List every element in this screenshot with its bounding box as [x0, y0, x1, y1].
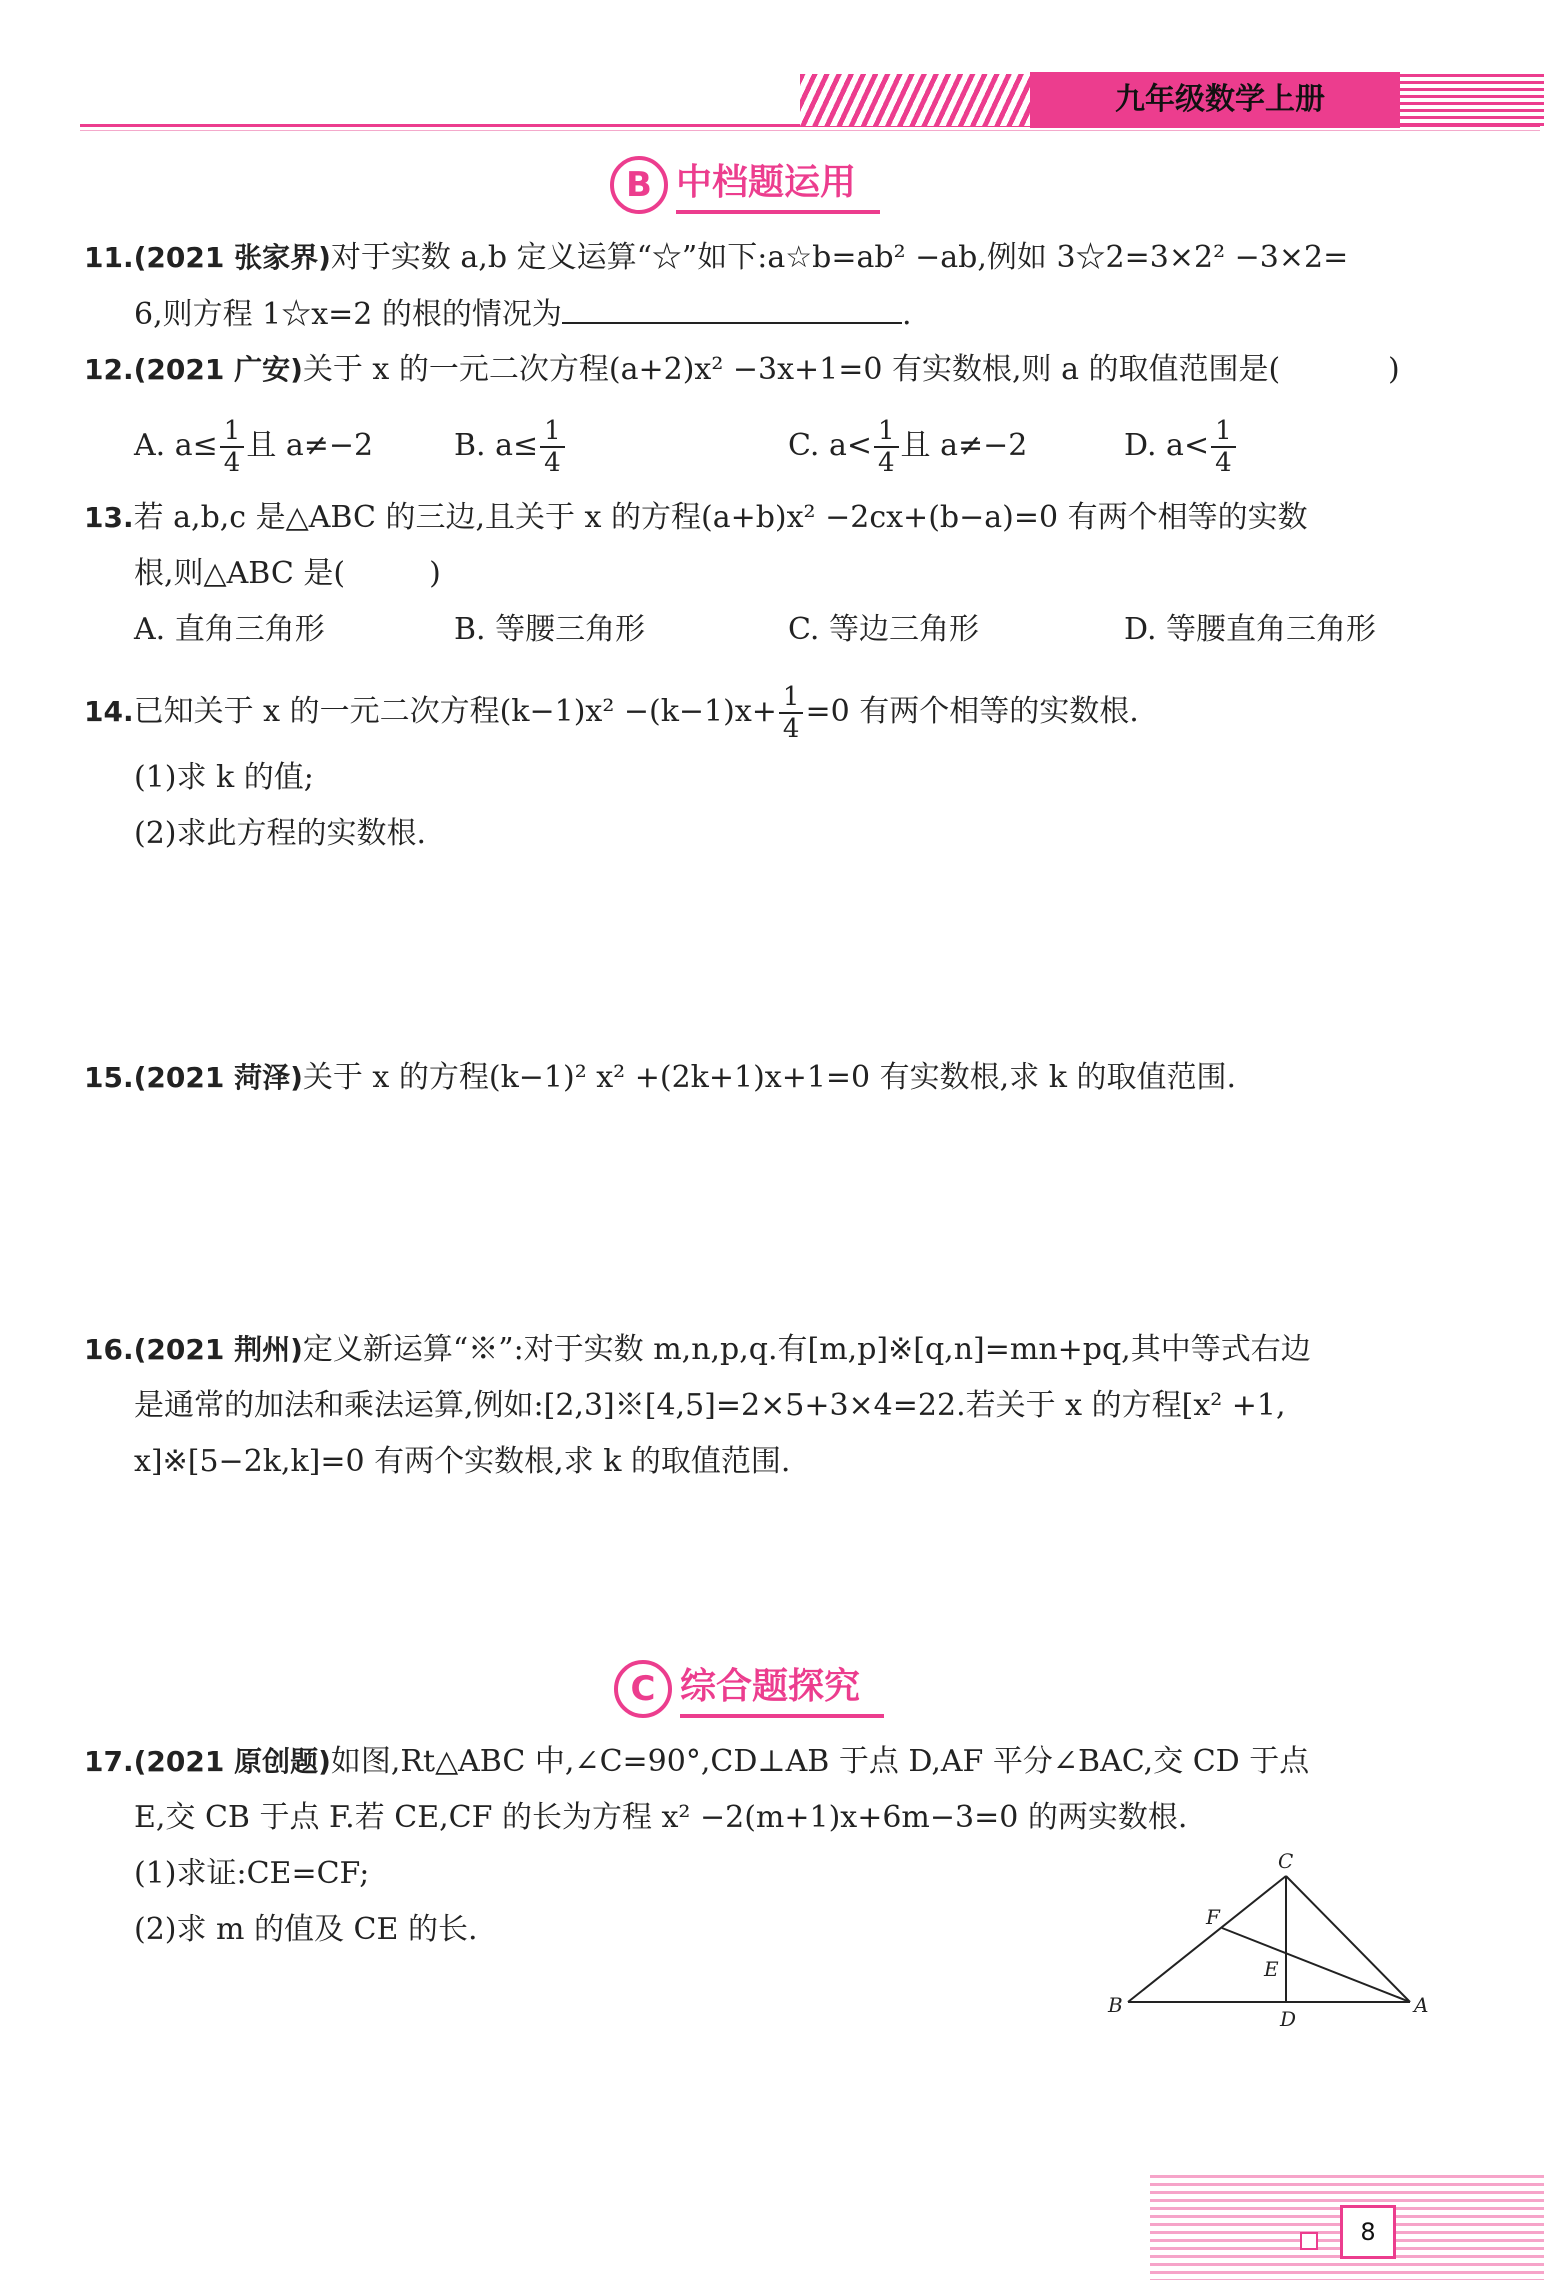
question-text: 6,则方程 1☆x=2 的根的情况为: [134, 297, 562, 332]
sub-question-2: (2)求此方程的实数根.: [134, 816, 427, 851]
fraction-numerator: 1: [874, 416, 899, 448]
option-d[interactable]: [1124, 416, 1238, 478]
question-text: 关于 x 的方程(k−1)² x² +(2k+1)x+1=0 有实数根,求 k 的取值范围.: [302, 1060, 1236, 1095]
question-11-line2: [134, 292, 911, 337]
question-14-line1: [84, 682, 1139, 744]
fraction-numerator: 1: [540, 416, 565, 448]
question-16-line3: x]※[5−2k,k]=0 有两个实数根,求 k 的取值范围.: [134, 1444, 791, 1479]
fraction: [779, 682, 804, 744]
fraction-denominator: 4: [544, 448, 561, 478]
question-number: 12.: [84, 353, 134, 386]
fraction-numerator: 1: [1211, 416, 1236, 448]
question-number: 11.: [84, 241, 134, 274]
fraction-numerator: 1: [779, 682, 804, 714]
fraction: [220, 416, 245, 478]
fraction: [540, 416, 565, 478]
label-a: A: [1414, 1993, 1429, 2017]
option-c[interactable]: [788, 416, 1027, 478]
fraction-denominator: 4: [877, 448, 895, 478]
section-b-underline: [676, 210, 880, 214]
page-number: 8: [1340, 2205, 1396, 2259]
section-c-title: 综合题探究: [680, 1666, 861, 1707]
question-text: 根,则△ABC 是(: [134, 556, 346, 591]
question-source: (2021 荆州): [133, 1333, 303, 1366]
question-source: (2021 原创题): [133, 1745, 331, 1778]
question-source: (2021 菏泽): [133, 1061, 303, 1094]
section-b-badge: B: [610, 156, 668, 214]
question-11-line1: [84, 236, 1348, 280]
sub-question-1: (1)求证:CE=CF;: [134, 1856, 370, 1891]
question-text: 对于实数 a,b 定义运算“☆”如下:a☆b=ab² −ab,例如 3☆2=3×2² −3×2=: [330, 240, 1349, 275]
question-number: 16.: [84, 1333, 134, 1366]
question-text: =0 有两个相等的实数根.: [805, 694, 1139, 729]
option-text: C. a<: [788, 428, 872, 463]
question-16-line1: [84, 1328, 1311, 1372]
book-title: 九年级数学上册: [1115, 82, 1325, 117]
option-b[interactable]: B. 等腰三角形: [454, 612, 646, 647]
header-stripes: [800, 74, 1036, 126]
fraction: [874, 416, 899, 478]
triangle-figure: [1100, 1850, 1430, 2030]
question-13-line1: [84, 496, 1308, 540]
fraction-denominator: 4: [223, 448, 241, 478]
option-d[interactable]: D. 等腰直角三角形: [1124, 612, 1377, 647]
segment-bc: [1128, 1876, 1286, 2002]
option-text: 且 a≠−2: [900, 428, 1028, 463]
question-15-line1: [84, 1056, 1236, 1100]
question-number: 14.: [84, 695, 134, 728]
answer-blank[interactable]: [562, 292, 902, 324]
question-number: 17.: [84, 1745, 134, 1778]
question-12-line1: [84, 348, 1280, 392]
question-number: 13.: [84, 501, 134, 534]
fraction-numerator: 1: [220, 416, 245, 448]
answer-paren-close: ): [429, 556, 441, 591]
label-e: E: [1264, 1957, 1279, 1981]
answer-paren-close: ): [1388, 352, 1400, 387]
label-b: B: [1108, 1993, 1123, 2017]
fraction-denominator: 4: [782, 714, 800, 744]
question-text: 已知关于 x 的一元二次方程(k−1)x² −(k−1)x+: [133, 694, 777, 729]
question-17-line2: E,交 CB 于点 F.若 CE,CF 的长为方程 x² −2(m+1)x+6m−3=0 的两实数根.: [134, 1800, 1188, 1835]
question-text: 如图,Rt△ABC 中,∠C=90°,CD⊥AB 于点 D,AF 平分∠BAC,交 CD 于点: [330, 1744, 1310, 1779]
section-c-underline: [680, 1714, 884, 1718]
fraction: [1211, 416, 1236, 478]
footer-square-icon: [1300, 2232, 1318, 2250]
footer-rule: [1150, 2175, 1544, 2177]
option-text: A. a≤: [134, 428, 218, 463]
header-stripes-right: [1400, 74, 1544, 126]
segment-fa: [1222, 1928, 1410, 2002]
section-c-badge: C: [614, 1660, 672, 1718]
option-b[interactable]: [454, 416, 567, 478]
question-16-line2: 是通常的加法和乘法运算,例如:[2,3]※[4,5]=2×5+3×4=22.若关于 x 的方程[x² +1,: [134, 1388, 1286, 1423]
segment-ca: [1286, 1876, 1410, 2002]
option-text: D. a<: [1124, 428, 1210, 463]
option-text: B. a≤: [454, 428, 539, 463]
header-rule-thin: [80, 130, 1540, 131]
sub-question-2: (2)求 m 的值及 CE 的长.: [134, 1912, 478, 1947]
sub-question-1: (1)求 k 的值;: [134, 760, 314, 795]
section-b-title: 中档题运用: [676, 162, 857, 203]
label-f: F: [1206, 1905, 1220, 1929]
option-a[interactable]: A. 直角三角形: [134, 612, 325, 647]
question-13-line2: [134, 552, 441, 596]
question-text: 定义新运算“※”:对于实数 m,n,p,q.有[m,p]※[q,n]=mn+pq,其中等式右边: [302, 1332, 1311, 1367]
question-source: (2021 广安): [133, 353, 303, 386]
option-c[interactable]: C. 等边三角形: [788, 612, 979, 647]
question-17-line1: [84, 1740, 1309, 1784]
option-a[interactable]: [134, 416, 373, 478]
question-source: (2021 张家界): [133, 241, 331, 274]
label-c: C: [1278, 1850, 1294, 1873]
option-text: 且 a≠−2: [246, 428, 374, 463]
question-text: 关于 x 的一元二次方程(a+2)x² −3x+1=0 有实数根,则 a 的取值范围是(: [302, 352, 1281, 387]
question-text: .: [901, 297, 912, 332]
question-text: 若 a,b,c 是△ABC 的三边,且关于 x 的方程(a+b)x² −2cx+(b−a)=0 有两个相等的实数: [133, 500, 1308, 535]
question-number: 15.: [84, 1061, 134, 1094]
fraction-denominator: 4: [1215, 448, 1232, 478]
label-d: D: [1280, 2007, 1297, 2030]
